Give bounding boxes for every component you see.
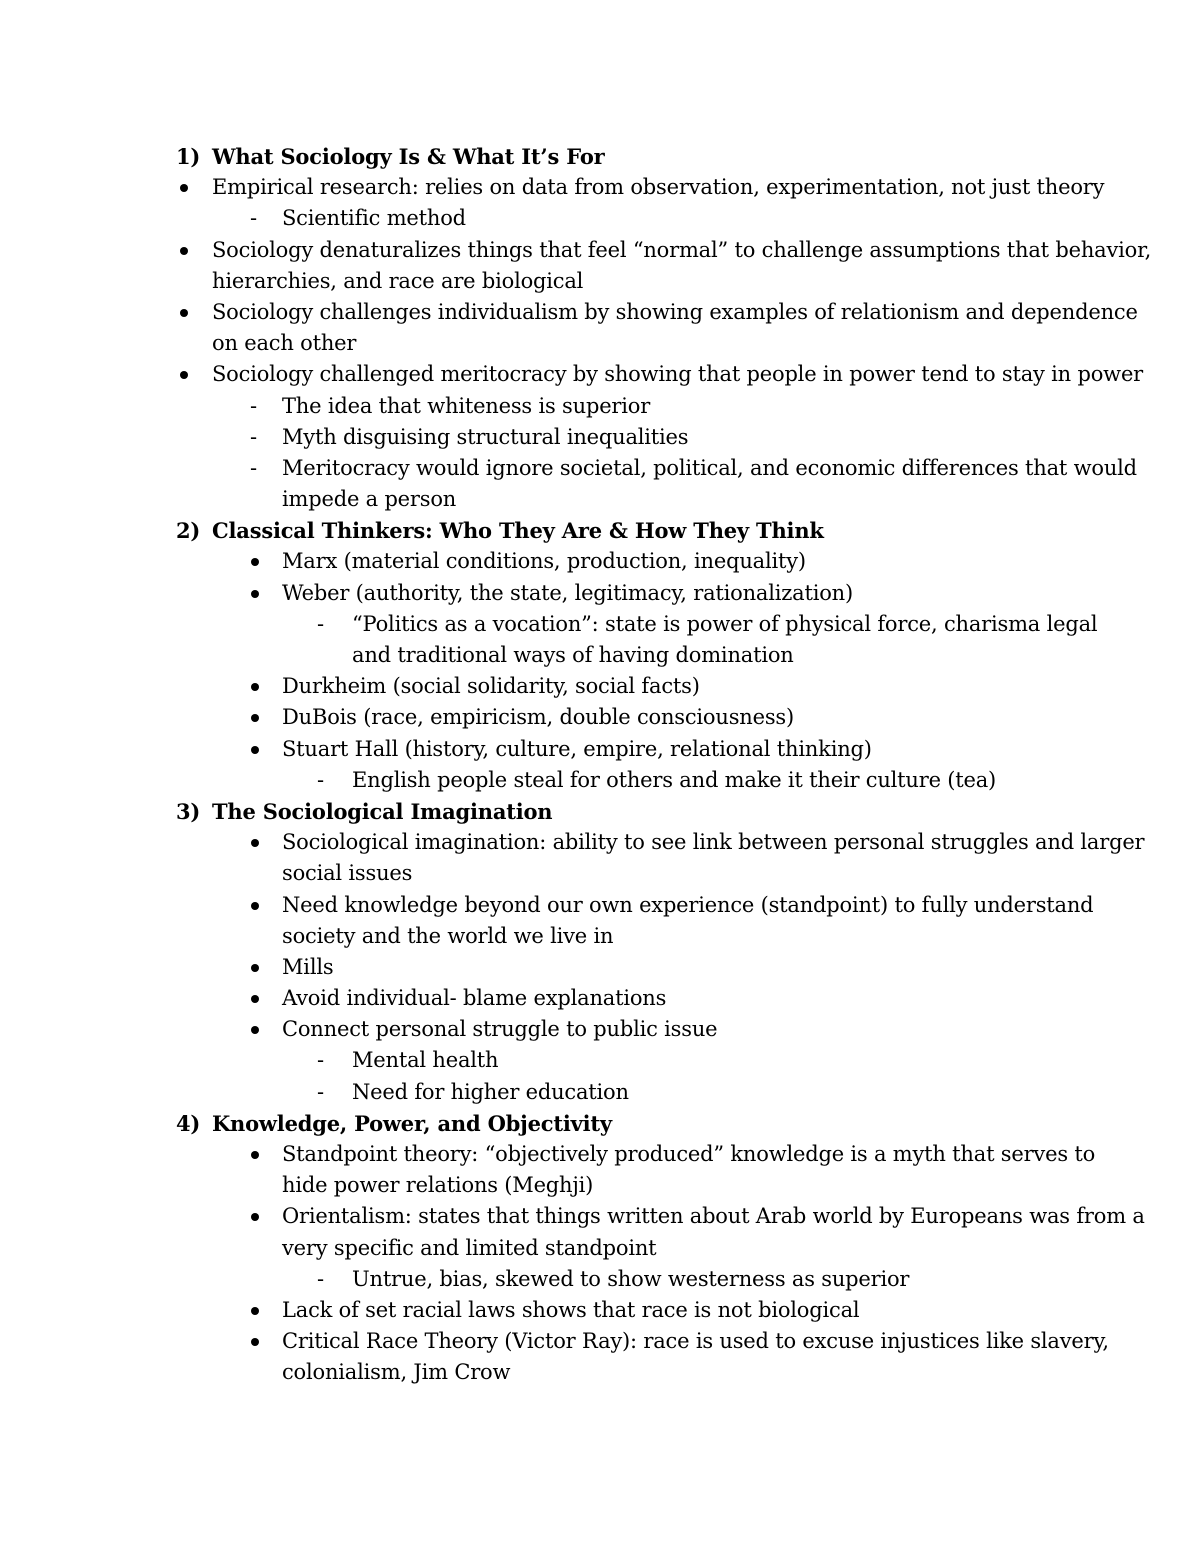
section-heading (0, 515, 1200, 546)
item-text: The idea that whiteness is superior (282, 393, 651, 418)
item-text: Sociology denaturalizes things that feel “normal” to challenge assumptions that behavior, (212, 237, 1152, 262)
bullet-icon (251, 1026, 259, 1034)
item-text: Meritocracy would ignore societal, political, and economic differences that would (282, 455, 1137, 480)
bullet-icon (180, 247, 188, 255)
item-text: Stuart Hall (history, culture, empire, relational thinking) (282, 736, 872, 761)
item-text: Sociological imagination: ability to see link between personal struggles and larger (282, 830, 1145, 855)
item-text: Mills (282, 954, 334, 979)
section-number: 4) (176, 1110, 201, 1136)
item-text: Lack of set racial laws shows that race is not biological (282, 1297, 860, 1322)
dash-icon: - (317, 1079, 324, 1104)
bullet-item (0, 1014, 1200, 1045)
item-text: and traditional ways of having domination (352, 643, 794, 667)
item-text: on each other (212, 331, 357, 356)
item-text: Critical Race Theory (Victor Ray): race is used to excuse injustices like slavery, (282, 1329, 1109, 1354)
section-title: The Sociological Imagination (212, 798, 553, 824)
item-text: social issues (282, 861, 413, 886)
bullet-icon (180, 309, 188, 317)
bullet-item (0, 1357, 1200, 1388)
bullet-icon (251, 683, 259, 691)
bullet-item (0, 858, 1200, 889)
item-text: Orientalism: states that things written about Arab world by Europeans was from a (282, 1204, 1145, 1229)
dash-item (0, 765, 1200, 796)
bullet-item (0, 546, 1200, 577)
item-text: “Politics as a vocation”: state is power of physical force, charisma legal (352, 611, 1098, 636)
item-text: DuBois (race, empiricism, double consciousness) (282, 705, 794, 730)
bullet-icon (251, 1213, 259, 1221)
dash-icon: - (317, 767, 324, 792)
bullet-item (0, 235, 1200, 266)
section-number: 1) (176, 144, 201, 169)
bullet-item (0, 1326, 1200, 1357)
bullet-item (0, 1170, 1200, 1201)
bullet-icon (251, 558, 259, 566)
bullet-icon (180, 371, 188, 379)
dash-item (0, 391, 1200, 422)
section-heading (0, 1108, 1200, 1139)
item-text: Untrue, bias, skewed to show westerness as superior (352, 1266, 910, 1291)
dash-item (0, 484, 1200, 515)
bullet-icon (251, 714, 259, 722)
item-text: colonialism, Jim Crow (282, 1360, 511, 1385)
bullet-item (0, 952, 1200, 983)
bullet-item (0, 1201, 1200, 1232)
bullet-item (0, 734, 1200, 765)
bullet-item (0, 359, 1200, 390)
bullet-icon (251, 995, 259, 1003)
section-number: 3) (176, 798, 201, 824)
bullet-item (0, 702, 1200, 733)
bullet-icon (251, 902, 259, 910)
bullet-item (0, 578, 1200, 609)
item-text: Scientific method (282, 206, 466, 231)
bullet-item (0, 1139, 1200, 1170)
section-number: 2) (176, 518, 201, 544)
dash-item (0, 1077, 1200, 1108)
dash-item (0, 453, 1200, 484)
bullet-item (0, 983, 1200, 1014)
bullet-item (0, 266, 1200, 297)
bullet-icon (251, 1338, 259, 1346)
dash-icon: - (317, 1266, 324, 1291)
bullet-item (0, 827, 1200, 858)
dash-icon: - (250, 424, 257, 449)
bullet-icon (251, 1151, 259, 1159)
document-content (0, 141, 1200, 1389)
section-title: Knowledge, Power, and Objectivity (212, 1110, 612, 1136)
dash-icon: - (250, 455, 257, 480)
item-text: Mental health (352, 1048, 499, 1073)
dash-item (0, 1264, 1200, 1295)
dash-item (0, 640, 1200, 671)
section-heading (0, 141, 1200, 172)
item-text: very specific and limited standpoint (282, 1235, 657, 1260)
item-text: English people steal for others and make it their culture (tea) (352, 767, 997, 792)
item-text: Sociology challenged meritocracy by showing that people in power tend to stay in power (212, 362, 1144, 387)
dash-icon: - (250, 393, 257, 418)
dash-icon: - (250, 206, 257, 231)
item-text: hide power relations (Meghji) (282, 1173, 594, 1198)
item-text: hierarchies, and race are biological (212, 268, 584, 293)
item-text: impede a person (282, 487, 457, 512)
bullet-item (0, 172, 1200, 203)
item-text: Sociology challenges individualism by showing examples of relationism and dependence (212, 299, 1138, 324)
item-text: Need knowledge beyond our own experience (standpoint) to fully understand (282, 892, 1094, 917)
dash-icon: - (317, 1048, 324, 1073)
bullet-item (0, 890, 1200, 921)
item-text: Durkheim (social solidarity, social facts) (282, 674, 700, 699)
item-text: Weber (authority, the state, legitimacy, rationalization) (282, 580, 853, 605)
section-heading (0, 796, 1200, 827)
bullet-icon (251, 1307, 259, 1315)
item-text: Empirical research: relies on data from observation, experimentation, not just theory (212, 175, 1105, 200)
dash-icon: - (317, 611, 324, 636)
bullet-item (0, 1295, 1200, 1326)
bullet-icon (180, 184, 188, 192)
section-title: What Sociology Is & What It’s For (212, 144, 605, 169)
item-text: Avoid individual- blame explanations (282, 986, 667, 1011)
item-text: Standpoint theory: “objectively produced” knowledge is a myth that serves to (282, 1142, 1096, 1166)
dash-item (0, 1045, 1200, 1076)
bullet-item (0, 328, 1200, 359)
item-text: Marx (material conditions, production, inequality) (282, 549, 806, 574)
bullet-icon (251, 590, 259, 598)
bullet-item (0, 671, 1200, 702)
dash-item (0, 203, 1200, 234)
bullet-icon (251, 746, 259, 754)
bullet-item (0, 921, 1200, 952)
item-text: Connect personal struggle to public issue (282, 1017, 718, 1042)
item-text: Need for higher education (352, 1079, 629, 1104)
dash-item (0, 422, 1200, 453)
item-text: Myth disguising structural inequalities (282, 424, 689, 449)
section-title: Classical Thinkers: Who They Are & How They Think (212, 518, 824, 544)
dash-item (0, 609, 1200, 640)
item-text: society and the world we live in (282, 923, 614, 948)
bullet-item (0, 1233, 1200, 1264)
bullet-icon (251, 839, 259, 847)
bullet-icon (251, 964, 259, 972)
bullet-item (0, 297, 1200, 328)
